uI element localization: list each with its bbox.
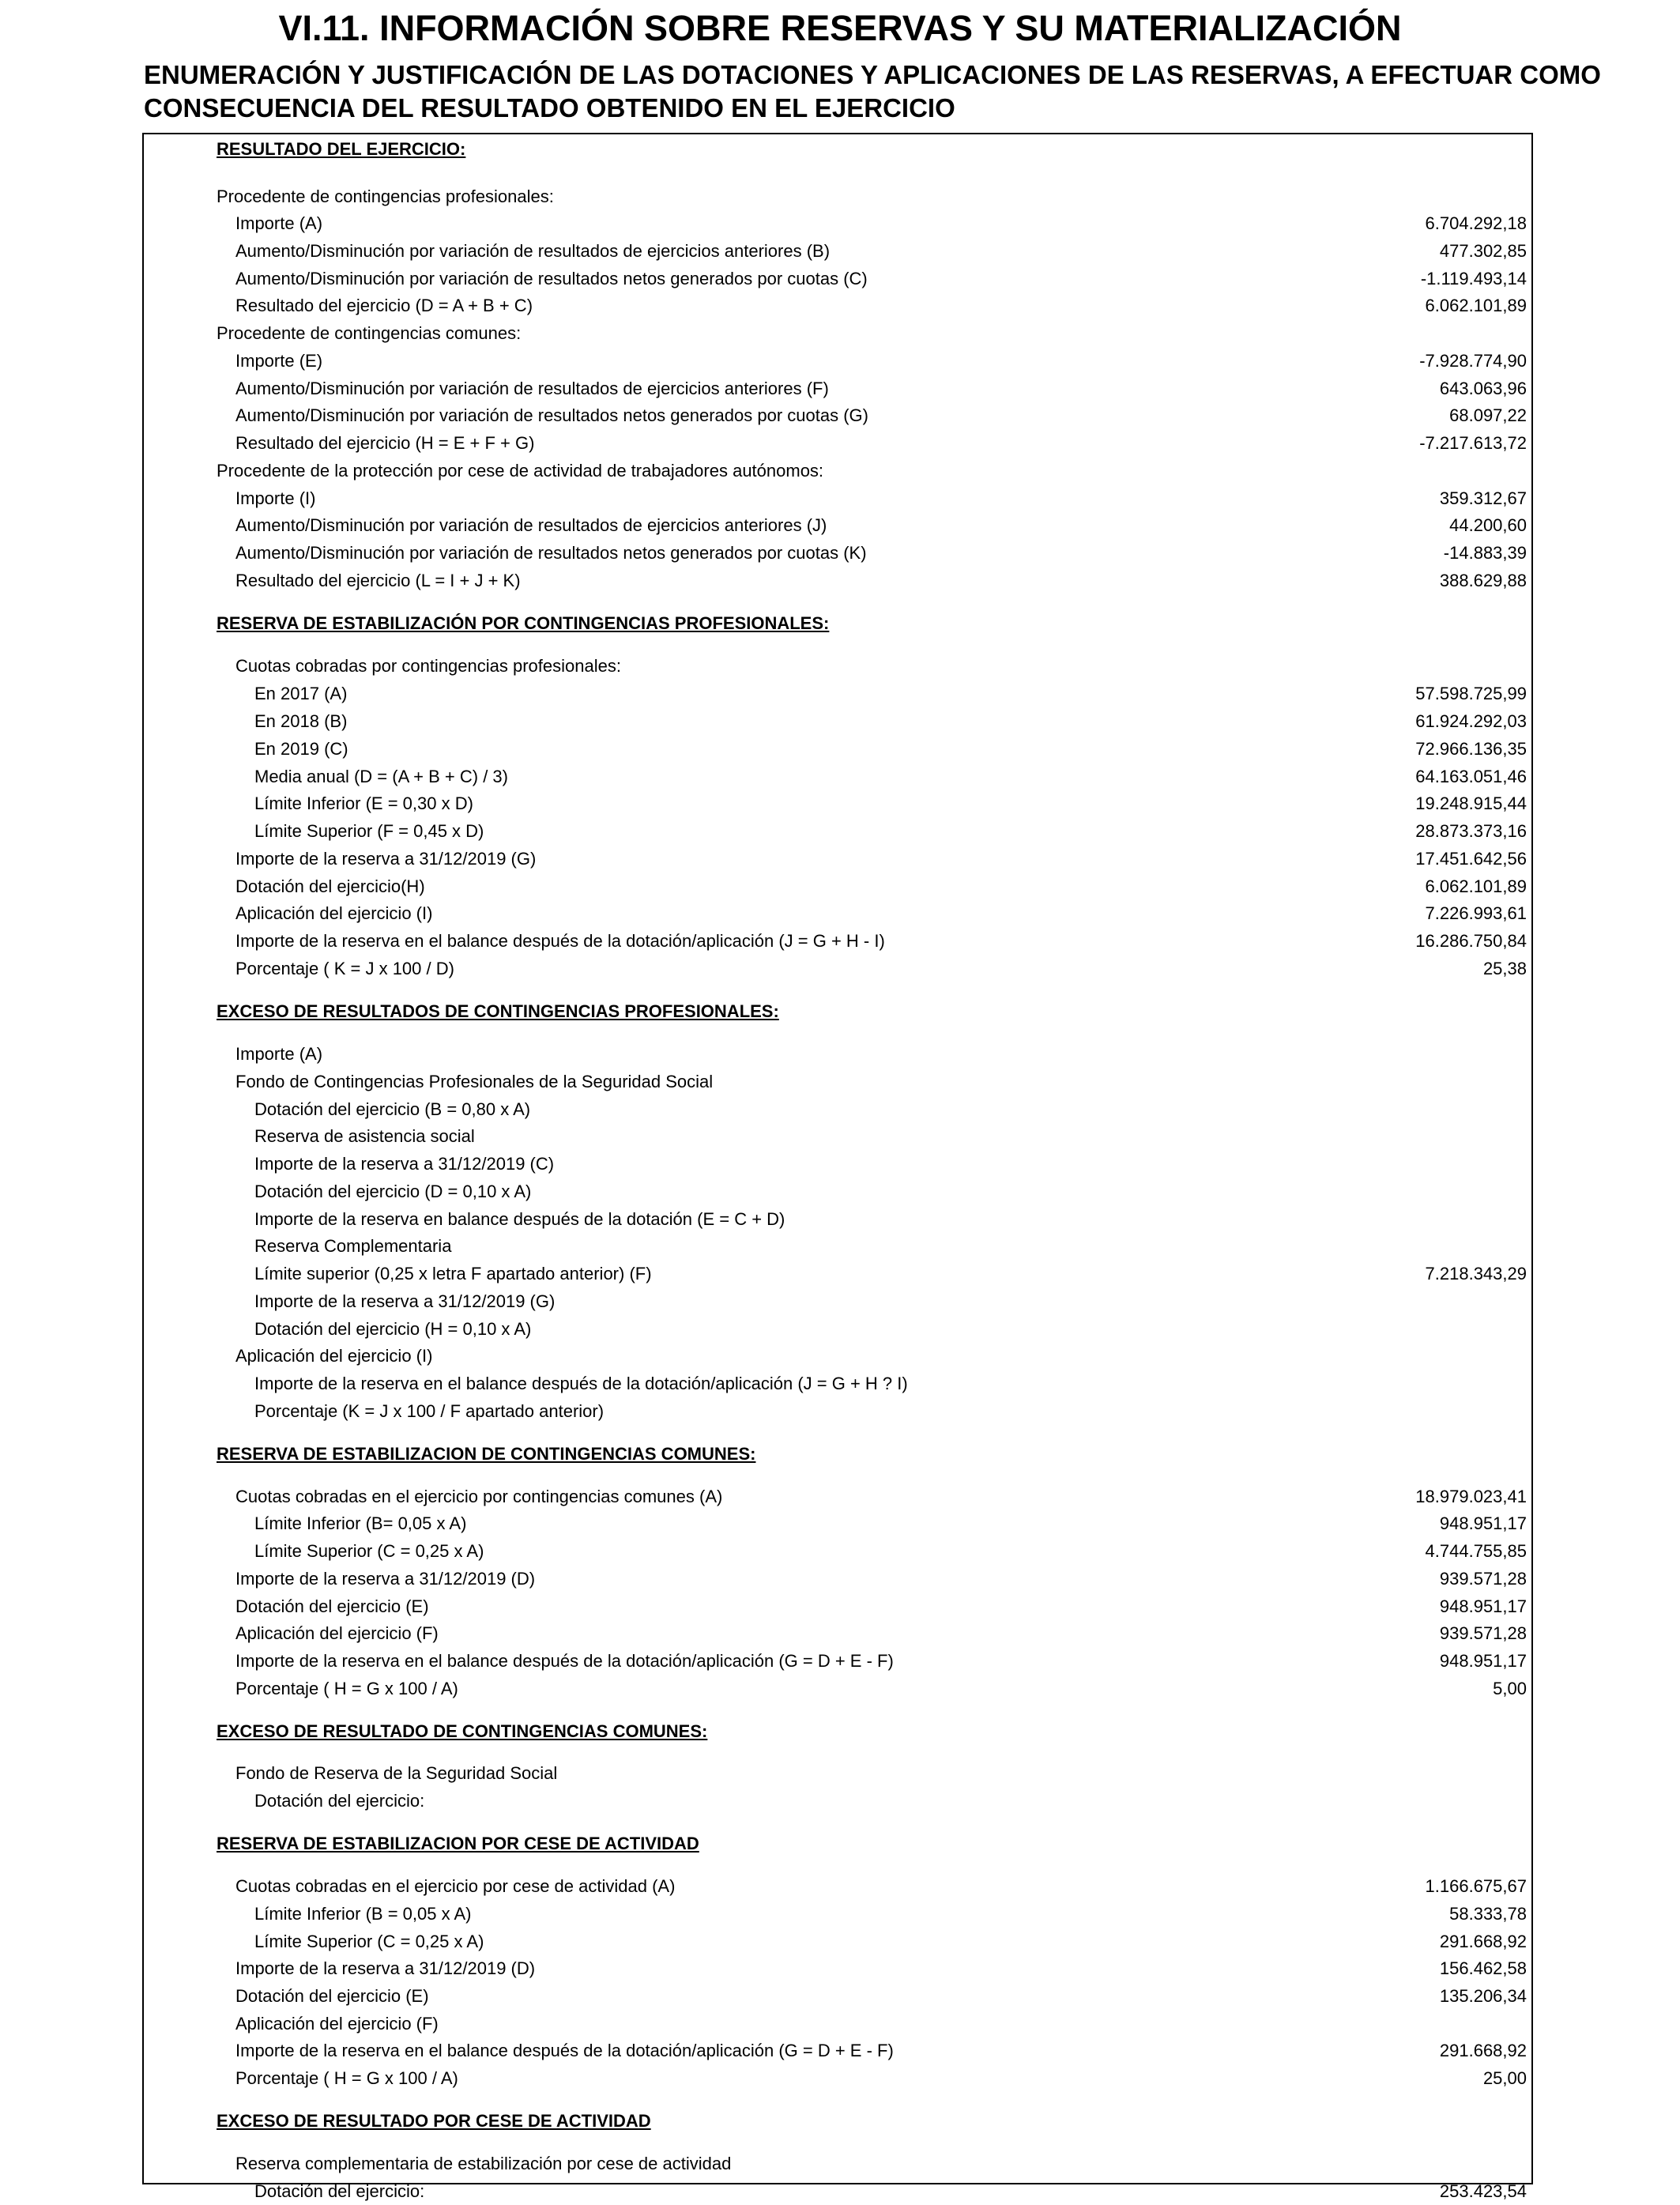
row-label: Aplicación del ejercicio (I) xyxy=(235,1346,433,1366)
table-row xyxy=(144,430,1531,457)
row-label: Importe (I) xyxy=(235,488,316,508)
table-row xyxy=(144,900,1531,927)
section-header xyxy=(144,1718,1531,1745)
row-label: Aumento/Disminución por variación de resultados netos generados por cuotas (K) xyxy=(235,543,867,563)
row-label: Importe de la reserva en el balance después de la dotación/aplicación (G = D + E - F) xyxy=(235,1651,894,1671)
row-label: Límite Superior (C = 0,25 x A) xyxy=(254,1541,484,1561)
table-row xyxy=(144,1178,1531,1205)
row-value: 5,00 xyxy=(1493,1679,1527,1698)
table-row xyxy=(144,375,1531,402)
row-label: Cuotas cobradas por contingencias profesionales: xyxy=(235,656,621,676)
row-value: 939.571,28 xyxy=(1439,1569,1527,1589)
table-row xyxy=(144,1648,1531,1675)
row-label: En 2019 (C) xyxy=(254,739,348,759)
table-row xyxy=(144,183,1531,210)
row-value: 477.302,85 xyxy=(1439,241,1527,261)
table-row xyxy=(144,2150,1531,2177)
section-header xyxy=(144,610,1531,637)
row-label: Límite Inferior (B = 0,05 x A) xyxy=(254,1904,472,1924)
table-row xyxy=(144,1123,1531,1150)
row-label: Dotación del ejercicio (B = 0,80 x A) xyxy=(254,1099,531,1119)
row-label: Aumento/Disminución por variación de resultados de ejercicios anteriores (F) xyxy=(235,379,829,398)
page-subtitle: ENUMERACIÓN Y JUSTIFICACIÓN DE LAS DOTACIONES Y APLICACIONES DE LAS RESERVAS, A EFECTUAR COMO CONSECUENCIA DEL RESULTADO OBTENIDO EN EL EJERCICIO xyxy=(144,60,1601,122)
row-label: Aumento/Disminución por variación de resultados netos generados por cuotas (C) xyxy=(235,269,868,288)
row-value: 948.951,17 xyxy=(1439,1596,1527,1616)
section-header xyxy=(144,998,1531,1025)
row-label: Límite Superior (F = 0,45 x D) xyxy=(254,821,484,841)
row-label: Reserva complementaria de estabilización por cese de actividad xyxy=(235,2154,732,2173)
row-value: 44.200,60 xyxy=(1449,515,1527,535)
row-label: Límite Inferior (B= 0,05 x A) xyxy=(254,1513,467,1533)
row-value: 57.598.725,99 xyxy=(1415,684,1527,703)
table-row xyxy=(144,1955,1531,1982)
table-row xyxy=(144,320,1531,347)
table-row xyxy=(144,512,1531,539)
row-label: Límite superior (0,25 x letra F apartado anterior) (F) xyxy=(254,1264,652,1283)
table-row xyxy=(144,708,1531,735)
table-row xyxy=(144,1041,1531,1068)
row-label: Fondo de Contingencias Profesionales de la Seguridad Social xyxy=(235,1072,714,1091)
row-label: Cuotas cobradas en el ejercicio por contingencias comunes (A) xyxy=(235,1487,723,1506)
row-label: Dotación del ejercicio (D = 0,10 x A) xyxy=(254,1182,532,1201)
table-row xyxy=(144,818,1531,845)
row-label: Límite Superior (C = 0,25 x A) xyxy=(254,1932,484,1951)
row-label: Aumento/Disminución por variación de resultados de ejercicios anteriores (J) xyxy=(235,515,827,535)
table-row xyxy=(144,1788,1531,1815)
row-label: Porcentaje ( H = G x 100 / A) xyxy=(235,1679,458,1698)
row-value: 19.248.915,44 xyxy=(1415,793,1527,813)
section-header xyxy=(144,1830,1531,1857)
table-row xyxy=(144,1538,1531,1565)
table-row xyxy=(144,1288,1531,1315)
row-label: Límite Inferior (E = 0,30 x D) xyxy=(254,793,473,813)
row-value: 4.744.755,85 xyxy=(1425,1541,1527,1561)
row-value: 135.206,34 xyxy=(1439,1986,1527,2006)
row-label: Cuotas cobradas en el ejercicio por cese de actividad (A) xyxy=(235,1876,676,1896)
row-label: Importe de la reserva en el balance después de la dotación/aplicación (G = D + E - F) xyxy=(235,2041,894,2060)
table-row xyxy=(144,1261,1531,1287)
row-value: 72.966.136,35 xyxy=(1415,739,1527,759)
row-value: 948.951,17 xyxy=(1439,1513,1527,1533)
table-row xyxy=(144,348,1531,375)
row-label: Aplicación del ejercicio (I) xyxy=(235,903,433,923)
section-title: EXCESO DE RESULTADO POR CESE DE ACTIVIDAD xyxy=(217,2111,651,2131)
row-value: 6.062.101,89 xyxy=(1425,876,1527,896)
table-row xyxy=(144,1069,1531,1095)
row-label: Dotación del ejercicio (E) xyxy=(235,1596,429,1616)
row-value: -7.217.613,72 xyxy=(1419,433,1527,453)
row-label: Porcentaje (K = J x 100 / F apartado anterior) xyxy=(254,1401,605,1421)
section-title: EXCESO DE RESULTADO DE CONTINGENCIAS COMUNES: xyxy=(217,1721,708,1741)
row-value: 25,38 xyxy=(1482,959,1527,978)
table-row xyxy=(144,2065,1531,2092)
section-title: RESULTADO DEL EJERCICIO: xyxy=(217,139,466,159)
row-value: 64.163.051,46 xyxy=(1415,767,1527,786)
row-label: En 2018 (B) xyxy=(254,711,348,731)
row-value: 291.668,92 xyxy=(1439,2041,1527,2060)
row-value: 58.333,78 xyxy=(1449,1904,1527,1924)
row-label: Importe de la reserva en el balance después de la dotación/aplicación (J = G + H - I) xyxy=(235,931,885,951)
table-row xyxy=(144,736,1531,763)
row-value: 388.629,88 xyxy=(1439,571,1527,590)
table-row xyxy=(144,1760,1531,1787)
table-row xyxy=(144,1206,1531,1233)
row-label: En 2017 (A) xyxy=(254,684,348,703)
row-label: Procedente de la protección por cese de actividad de trabajadores autónomos: xyxy=(217,461,824,481)
row-label: Importe (A) xyxy=(235,1044,323,1064)
table-row xyxy=(144,2037,1531,2064)
table-row xyxy=(144,1566,1531,1592)
table-row xyxy=(144,567,1531,594)
table-row xyxy=(144,1983,1531,2010)
section-title: RESERVA DE ESTABILIZACION POR CESE DE ACTIVIDAD xyxy=(217,1834,699,1853)
row-value: 16.286.750,84 xyxy=(1415,931,1527,951)
section-header xyxy=(144,2108,1531,2135)
row-value: 18.979.023,41 xyxy=(1415,1487,1527,1506)
table-row xyxy=(144,1151,1531,1178)
row-value: 291.668,92 xyxy=(1439,1932,1527,1951)
table-row xyxy=(144,790,1531,817)
table-row xyxy=(144,873,1531,900)
row-label: Dotación del ejercicio (E) xyxy=(235,1986,429,2006)
table-row xyxy=(144,2178,1531,2205)
row-value: 643.063,96 xyxy=(1439,379,1527,398)
row-label: Reserva Complementaria xyxy=(254,1236,452,1256)
row-label: Dotación del ejercicio: xyxy=(254,1791,425,1811)
row-value: 939.571,28 xyxy=(1439,1623,1527,1643)
table-row xyxy=(144,1483,1531,1510)
row-label: Dotación del ejercicio(H) xyxy=(235,876,425,896)
section-title: RESERVA DE ESTABILIZACIÓN POR CONTINGENCIAS PROFESIONALES: xyxy=(217,613,830,633)
row-label: Reserva de asistencia social xyxy=(254,1126,475,1146)
table-row xyxy=(144,1096,1531,1123)
row-value: 253.423,54 xyxy=(1439,2181,1527,2201)
row-label: Importe de la reserva en balance después de la dotación (E = C + D) xyxy=(254,1209,785,1229)
table-row xyxy=(144,238,1531,265)
row-label: Aumento/Disminución por variación de resultados netos generados por cuotas (G) xyxy=(235,405,868,425)
row-label: Importe de la reserva a 31/12/2019 (G) xyxy=(254,1291,556,1311)
row-label: Importe (E) xyxy=(235,351,323,371)
row-value: 1.166.675,67 xyxy=(1425,1876,1527,1896)
page-title: VI.11. INFORMACIÓN SOBRE RESERVAS Y SU MATERIALIZACIÓN xyxy=(278,8,1402,48)
table-row xyxy=(144,1370,1531,1397)
table-row xyxy=(144,458,1531,484)
row-value: 25,00 xyxy=(1482,2068,1527,2088)
table-row xyxy=(144,1233,1531,1260)
section-title: RESERVA DE ESTABILIZACION DE CONTINGENCIAS COMUNES: xyxy=(217,1444,756,1464)
row-value: 359.312,67 xyxy=(1439,488,1527,508)
table-row xyxy=(144,1675,1531,1702)
table-row xyxy=(144,928,1531,955)
row-value: 948.951,17 xyxy=(1439,1651,1527,1671)
row-label: Importe de la reserva a 31/12/2019 (D) xyxy=(235,1569,536,1589)
table-row xyxy=(144,1593,1531,1620)
table-row xyxy=(144,485,1531,512)
row-label: Dotación del ejercicio (H = 0,10 x A) xyxy=(254,1319,532,1339)
row-value: 17.451.642,56 xyxy=(1415,849,1527,869)
row-label: Media anual (D = (A + B + C) / 3) xyxy=(254,767,508,786)
table-row xyxy=(144,266,1531,292)
row-label: Fondo de Reserva de la Seguridad Social xyxy=(235,1763,558,1783)
table-row xyxy=(144,846,1531,873)
table-row xyxy=(144,1873,1531,1900)
row-value: -14.883,39 xyxy=(1443,543,1527,563)
table-row xyxy=(144,1398,1531,1425)
table-row xyxy=(144,210,1531,237)
row-value: 6.704.292,18 xyxy=(1425,213,1527,233)
row-label: Porcentaje ( K = J x 100 / D) xyxy=(235,959,454,978)
row-label: Procedente de contingencias profesionales: xyxy=(217,187,554,206)
table-row xyxy=(144,540,1531,567)
table-row xyxy=(144,1510,1531,1537)
table-row xyxy=(144,680,1531,707)
row-value: 61.924.292,03 xyxy=(1415,711,1527,731)
table-row xyxy=(144,1620,1531,1647)
row-label: Procedente de contingencias comunes: xyxy=(217,323,522,343)
row-value: 156.462,58 xyxy=(1439,1958,1527,1978)
table-row xyxy=(144,1316,1531,1343)
row-label: Porcentaje ( H = G x 100 / A) xyxy=(235,2068,458,2088)
reserves-table xyxy=(142,133,1533,2201)
table-row xyxy=(144,1928,1531,1955)
row-label: Resultado del ejercicio (D = A + B + C) xyxy=(235,296,533,315)
row-label: Dotación del ejercicio: xyxy=(254,2181,425,2201)
row-label: Importe de la reserva en el balance después de la dotación/aplicación (J = G + H ? I) xyxy=(254,1374,908,1393)
row-label: Aplicación del ejercicio (F) xyxy=(235,1623,439,1643)
row-value: 28.873.373,16 xyxy=(1415,821,1527,841)
table-row xyxy=(144,956,1531,982)
table-row xyxy=(144,763,1531,790)
row-value: 7.218.343,29 xyxy=(1425,1264,1527,1283)
row-value: -1.119.493,14 xyxy=(1420,269,1527,288)
row-label: Importe de la reserva a 31/12/2019 (G) xyxy=(235,849,537,869)
row-value: 6.062.101,89 xyxy=(1425,296,1527,315)
table-row xyxy=(144,1901,1531,1928)
row-value: 68.097,22 xyxy=(1449,405,1527,425)
row-label: Aplicación del ejercicio (F) xyxy=(235,2014,439,2034)
section-title: EXCESO DE RESULTADOS DE CONTINGENCIAS PROFESIONALES: xyxy=(217,1001,779,1021)
table-row xyxy=(144,292,1531,319)
table-row xyxy=(144,1343,1531,1370)
row-value: -7.928.774,90 xyxy=(1419,351,1527,371)
row-label: Importe (A) xyxy=(235,213,323,233)
row-label: Importe de la reserva a 31/12/2019 (C) xyxy=(254,1154,555,1174)
row-label: Resultado del ejercicio (L = I + J + K) xyxy=(235,571,521,590)
row-label: Resultado del ejercicio (H = E + F + G) xyxy=(235,433,535,453)
row-value: 7.226.993,61 xyxy=(1425,903,1527,923)
table-row xyxy=(144,2011,1531,2037)
section-header xyxy=(144,1441,1531,1468)
table-row xyxy=(144,402,1531,429)
table-row xyxy=(144,653,1531,680)
section-header xyxy=(144,136,1531,163)
row-label: Importe de la reserva a 31/12/2019 (D) xyxy=(235,1958,536,1978)
row-label: Aumento/Disminución por variación de resultados de ejercicios anteriores (B) xyxy=(235,241,831,261)
